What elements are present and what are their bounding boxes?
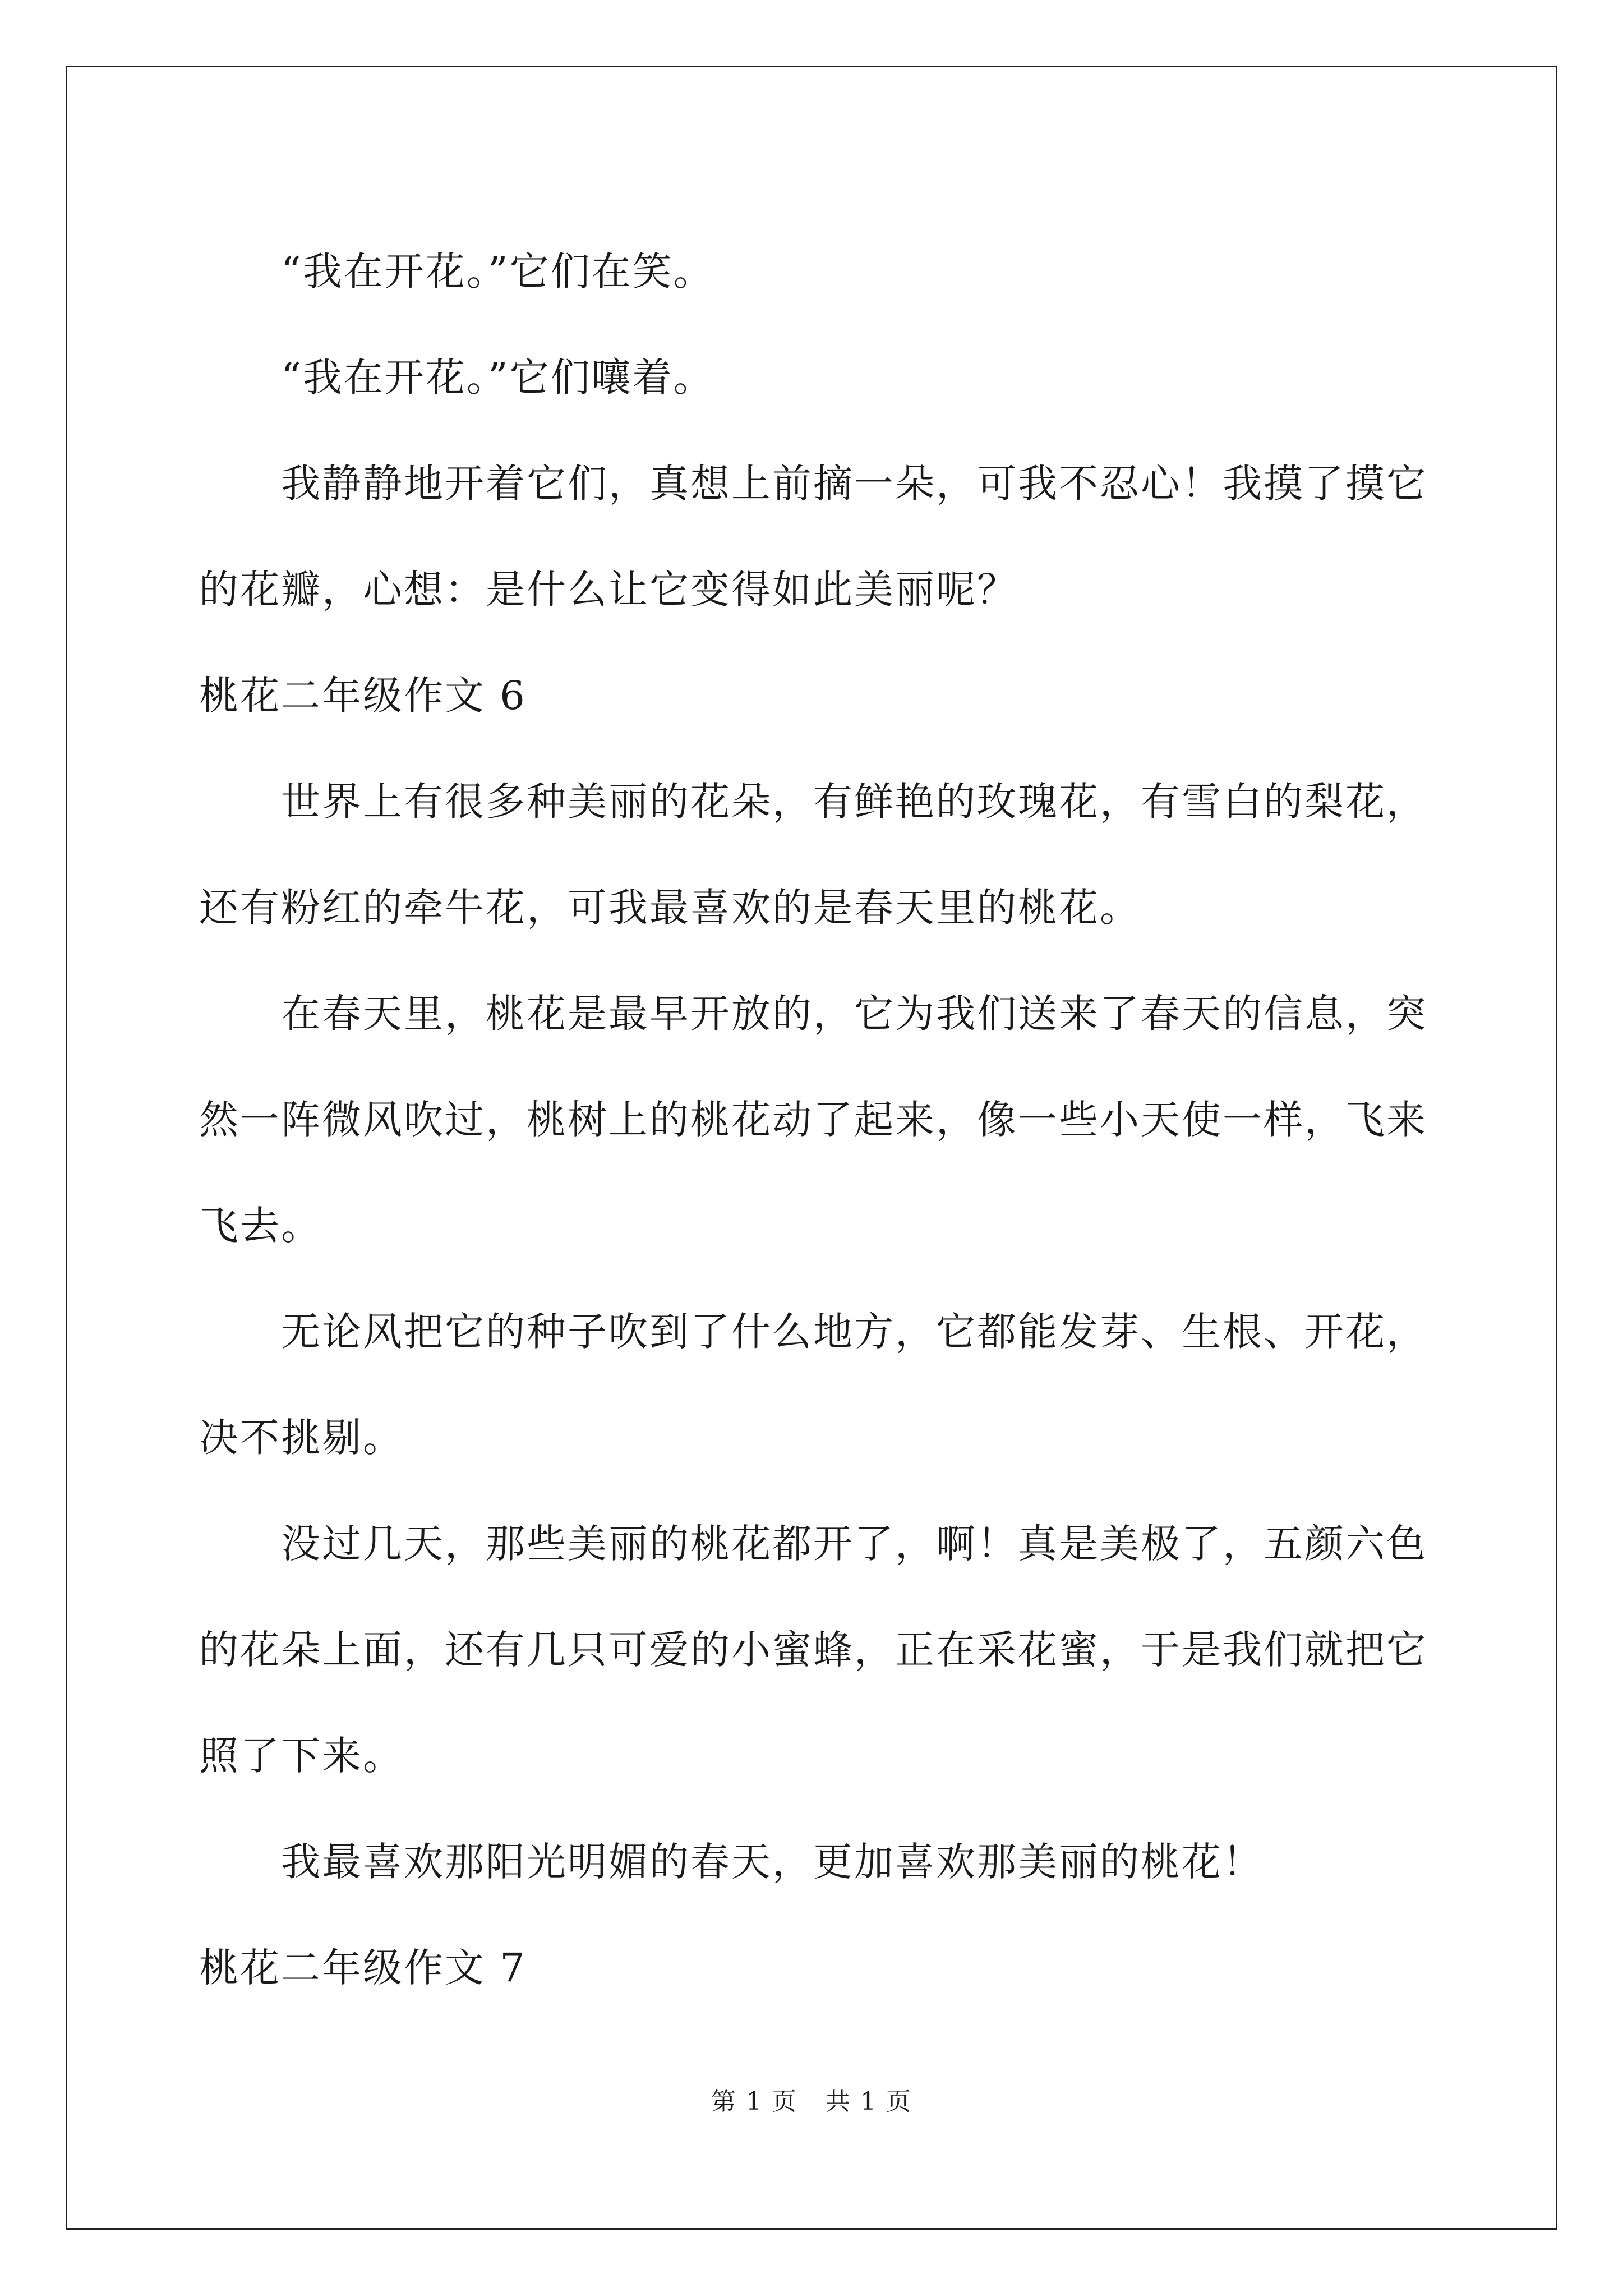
paragraph [199,1279,1433,1491]
text-line: 照了下来。 [199,1733,404,1779]
section-heading: 桃花二年级作文 6 [199,673,527,719]
paragraph [199,1809,1433,1915]
text-line: 没过几天，那些美丽的桃花都开了，啊！真是美极了，五颜六色 [281,1521,1427,1567]
paragraph [199,749,1433,961]
text-line: 然一阵微风吹过，桃树上的桃花动了起来，像一些小天使一样，飞来 [199,1097,1427,1143]
page-footer [0,2081,1623,2117]
text-line: 我最喜欢那阳光明媚的春天，更加喜欢那美丽的桃花！ [281,1839,1264,1885]
text-line: 还有粉红的牵牛花，可我最喜欢的是春天里的桃花。 [199,885,1141,931]
paragraph [199,219,1433,325]
text-line: 我静静地开着它们，真想上前摘一朵，可我不忍心！我摸了摸它 [281,461,1427,507]
page-number-current: 第 1 页 [711,2087,797,2116]
text-line: 在春天里，桃花是最早开放的，它为我们送来了春天的信息，突 [281,991,1427,1037]
text-line: 的花瓣，心想：是什么让它变得如此美丽呢？ [199,567,1018,613]
paragraph [199,431,1433,643]
text-line: 决不挑剔。 [199,1415,404,1461]
text-line: 世界上有很多种美丽的花朵，有鲜艳的玫瑰花，有雪白的梨花， [281,779,1427,825]
text-line: 无论风把它的种子吹到了什么地方，它都能发芽、生根、开花， [281,1309,1427,1355]
section-heading: 桃花二年级作文 7 [199,1945,527,1991]
text-line: 飞去。 [199,1203,322,1249]
paragraph [199,961,1433,1279]
document-body [199,219,1433,2021]
text-line: “我在开花。”它们嚷着。 [281,355,714,401]
text-line: 的花朵上面，还有几只可爱的小蜜蜂，正在采花蜜，于是我们就把它 [199,1627,1427,1673]
paragraph [199,1491,1433,1809]
text-line: “我在开花。”它们在笑。 [281,249,714,295]
paragraph [199,325,1433,431]
page-number-total: 共 1 页 [826,2087,912,2116]
